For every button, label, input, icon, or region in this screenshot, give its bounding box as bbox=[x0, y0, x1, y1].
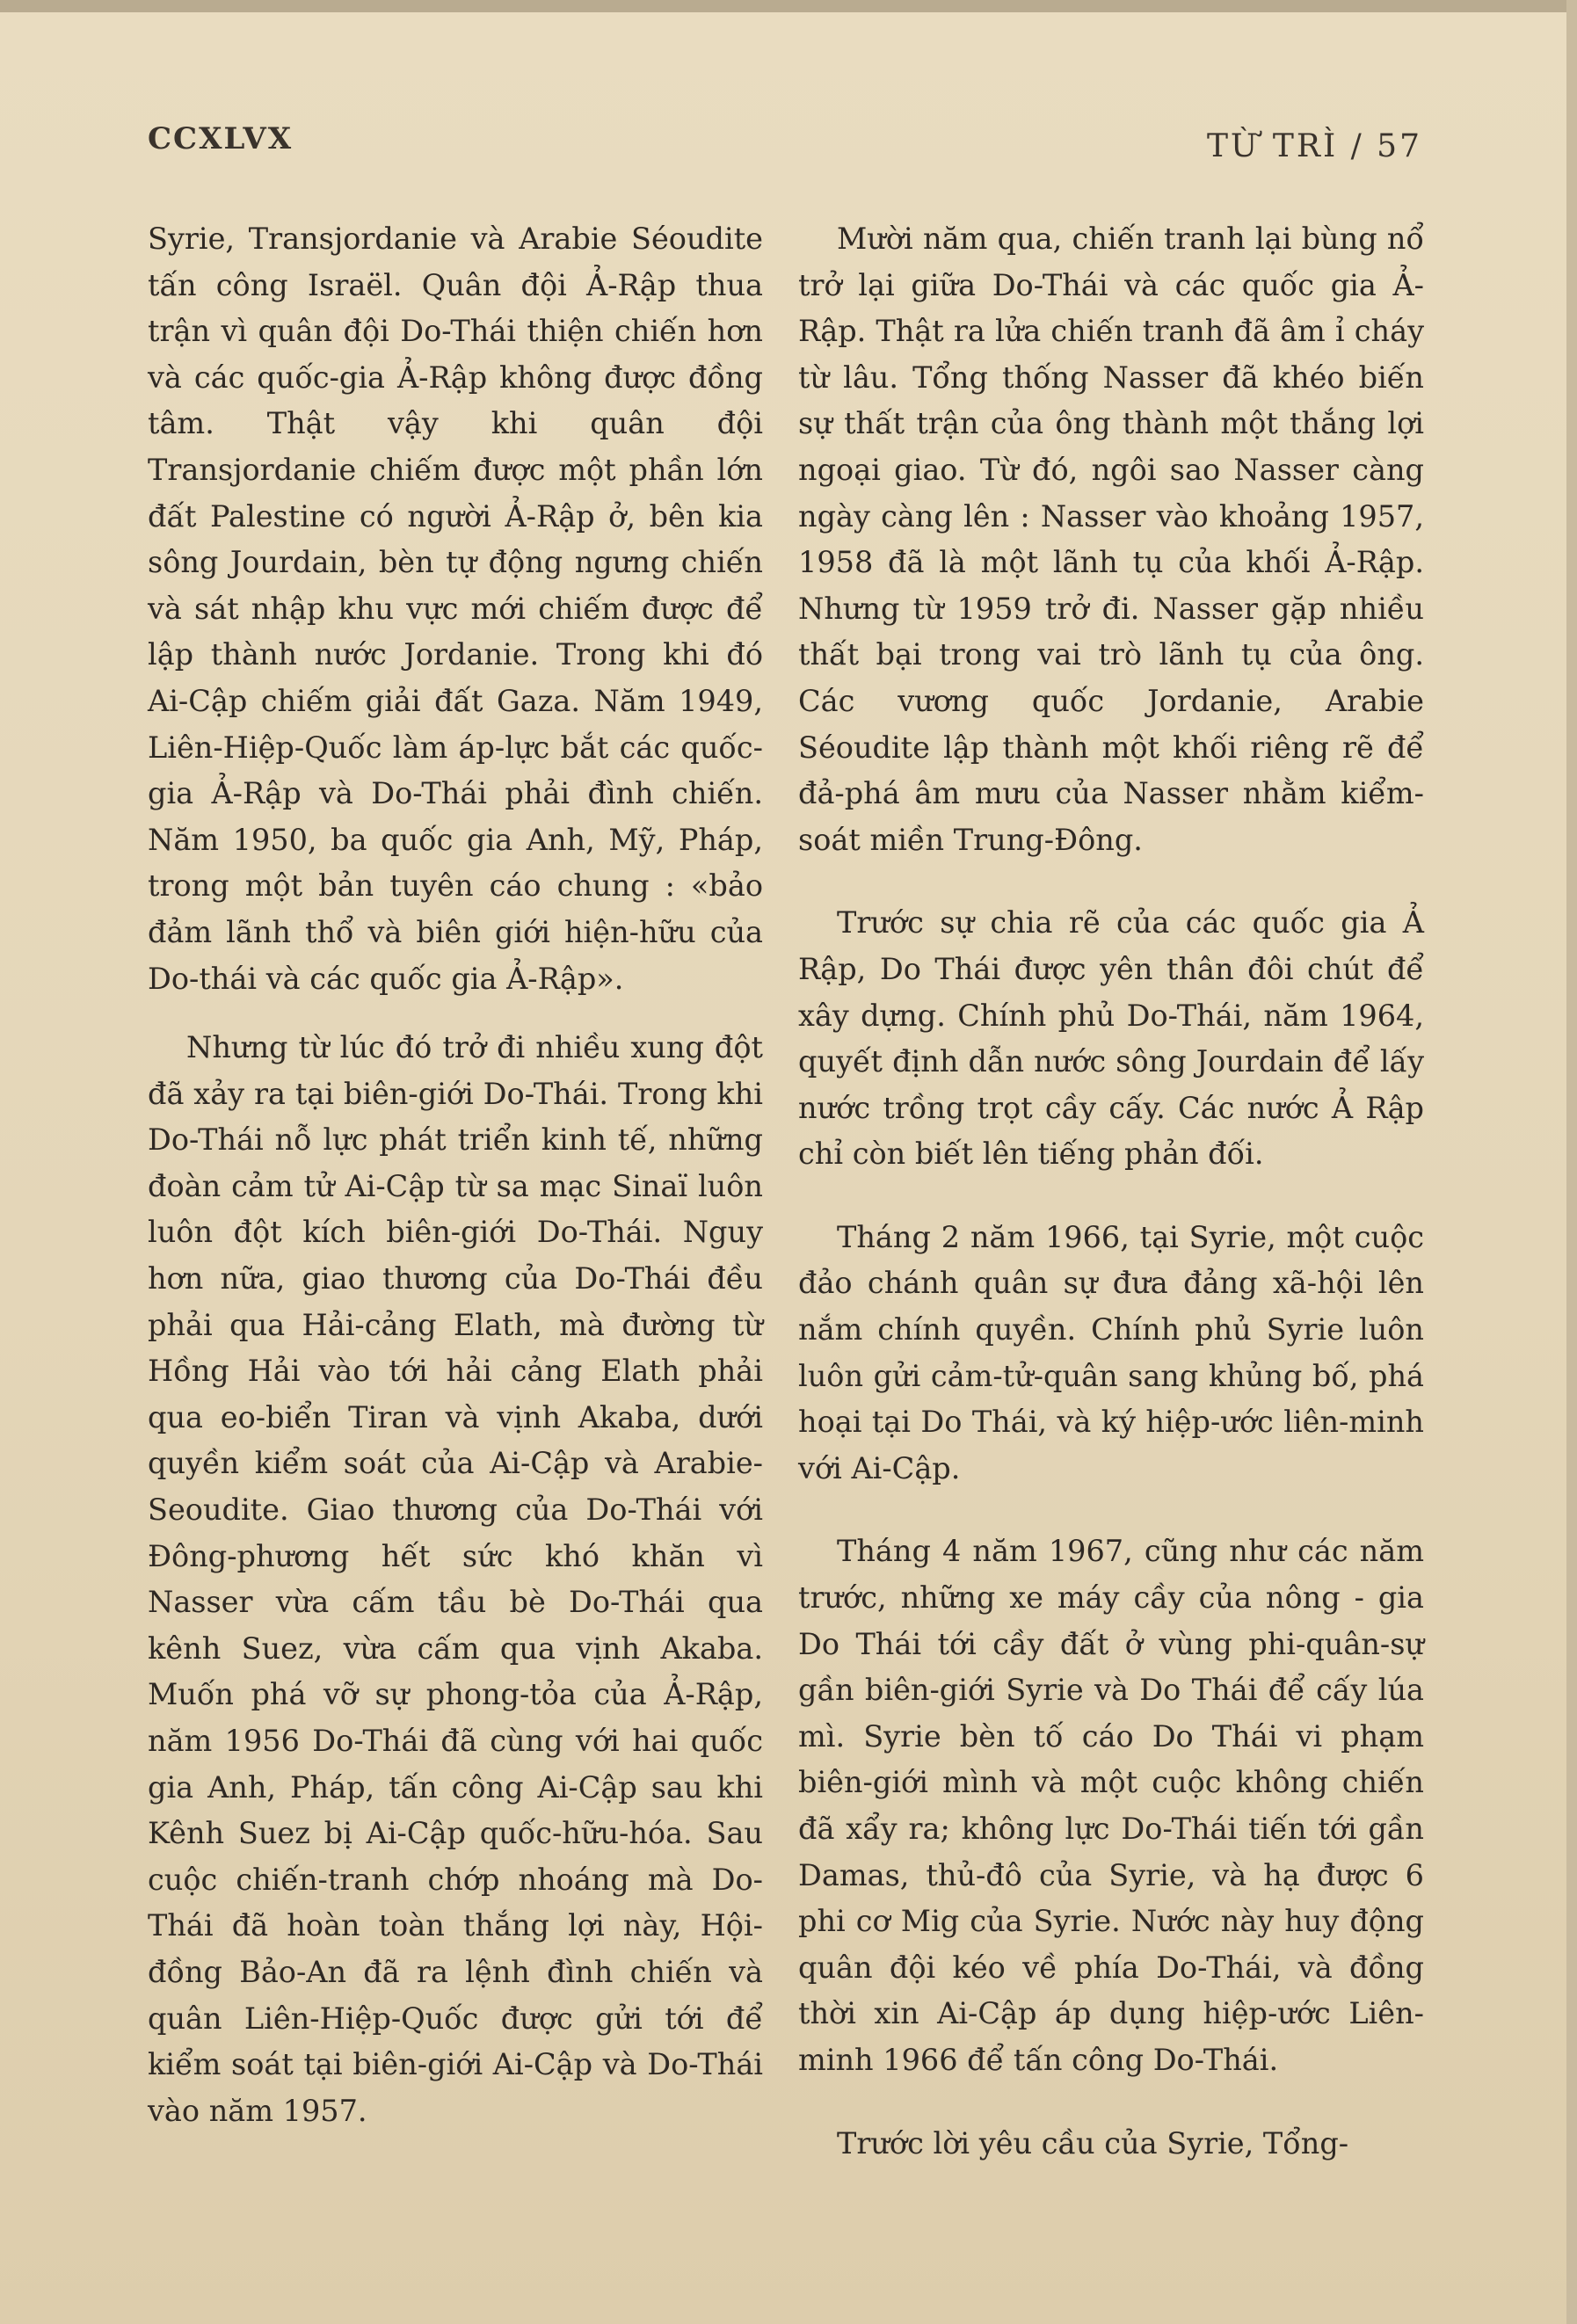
page-header bbox=[148, 121, 1422, 174]
paragraph: Tháng 2 năm 1966, tại Syrie, một cuộc đảo chánh quân sự đưa đảng xã-hội lên nắm chính quyền. Chính phủ Syrie luôn luôn gửi cảm-tử-quân sang khủng bố, phá hoại tại Do Thái, và ký hiệp-ước liên-minh với Ai-Cập. bbox=[798, 1219, 1424, 1485]
paragraph: Mười năm qua, chiến tranh lại bùng nổ trở lại giữa Do-Thái và các quốc gia Ả-Rập. Thật ra lửa chiến tranh đã âm ỉ cháy từ lâu. Tổng thống Nasser đã khéo biến sự thất trận của ông thành một thắng lợi ngoại giao. Từ đó, ngôi sao Nasser càng ngày càng lên : Nasser vào khoảng 1957, 1958 đã là một lãnh tụ của khối Ả-Rập. Nhưng từ 1959 trở đi. Nasser gặp nhiều thất bại trong vai trò lãnh tụ của ông. Các vương quốc Jordanie, Arabie Séoudite lập thành một khối riêng rẽ để đả-phá âm mưu của Nasser nhằm kiểm-soát miền Trung-Đông. bbox=[798, 222, 1424, 857]
paragraph: Nhưng từ lúc đó trở đi nhiều xung đột đã xảy ra tại biên-giới Do-Thái. Trong khi Do-Thái nỗ lực phát triển kinh tế, những đoàn cảm tử Ai-Cập từ sa mạc Sinaï luôn luôn đột kích biên-giới Do-Thái. Nguy hơn nữa, giao thương của Do-Thái đều phải qua Hải-cảng Elath, mà đường từ Hồng Hải vào tới hải cảng Elath phải qua eo-biển Tiran và vịnh Akaba, dưới quyền kiểm soát của Ai-Cập và Arabie-Seoudite. Giao thương của Do-Thái với Đông-phương hết sức khó khăn vì Nasser vừa cấm tầu bè Do-Thái qua kênh Suez, vừa cấm qua vịnh Akaba. Muốn phá vỡ sự phong-tỏa của Ả-Rập, năm 1956 Do-Thái đã cùng với hai quốc gia Anh, Pháp, tấn công Ai-Cập sau khi Kênh Suez bị Ai-Cập quốc-hữu-hóa. Sau cuộc chiến-tranh chớp nhoáng mà Do-Thái đã hoàn toàn thắng lợi này, Hội-đồng Bảo-An đã ra lệnh đình chiến và quân Liên-Hiệp-Quốc được gửi tới để kiểm soát tại biên-giới Ai-Cập và Do-Thái vào năm 1957. bbox=[148, 1030, 763, 2128]
paragraph: Trước sự chia rẽ của các quốc gia Ả Rập, Do Thái được yên thân đôi chút để xây dựng. Chính phủ Do-Thái, năm 1964, quyết định dẫn nước sông Jourdain để lấy nước trồng trọt cầy cấy. Các nước Ả Rập chỉ còn biết lên tiếng phản đối. bbox=[798, 905, 1424, 1172]
series-code: CCXLVX bbox=[148, 121, 294, 156]
left-column bbox=[148, 216, 763, 2134]
running-title: TỪ TRÌ / 57 bbox=[1207, 128, 1422, 164]
right-column bbox=[798, 216, 1424, 2167]
paragraph: Tháng 4 năm 1967, cũng như các năm trước, những xe máy cầy của nông - gia Do Thái tới cầy đất ở vùng phi-quân-sự gần biên-giới Syrie và Do Thái để cấy lúa mì. Syrie bèn tố cáo Do Thái vi phạm biên-giới mình và một cuộc không chiến đã xẩy ra; không lực Do-Thái tiến tới gần Damas, thủ-đô của Syrie, và hạ được 6 phi cơ Mig của Syrie. Nước này huy động quân đội kéo về phía Do-Thái, và đồng thời xin Ai-Cập áp dụng hiệp-ước Liên-minh 1966 để tấn công Do-Thái. bbox=[798, 1534, 1424, 2077]
paragraph: Trước lời yêu cầu của Syrie, Tổng- bbox=[837, 2125, 1349, 2161]
paragraph: Syrie, Transjordanie và Arabie Séoudite tấn công Israël. Quân đội Ả-Rập thua trận vì quân đội Do-Thái thiện chiến hơn và các quốc-gia Ả-Rập không được đồng tâm. Thật vậy khi quân đội Transjordanie chiếm được một phần lớn đất Palestine có người Ả-Rập ở, bên kia sông Jourdain, bèn tự động ngưng chiến và sát nhập khu vực mới chiếm được để lập thành nước Jordanie. Trong khi đó Ai-Cập chiếm giải đất Gaza. Năm 1949, Liên-Hiệp-Quốc làm áp-lực bắt các quốc-gia Ả-Rập và Do-Thái phải đình chiến. Năm 1950, ba quốc gia Anh, Mỹ, Pháp, trong một bản tuyên cáo chung : «bảo đảm lãnh thổ và biên giới hiện-hữu của Do-thái và các quốc gia Ả-Rập». bbox=[148, 222, 763, 996]
